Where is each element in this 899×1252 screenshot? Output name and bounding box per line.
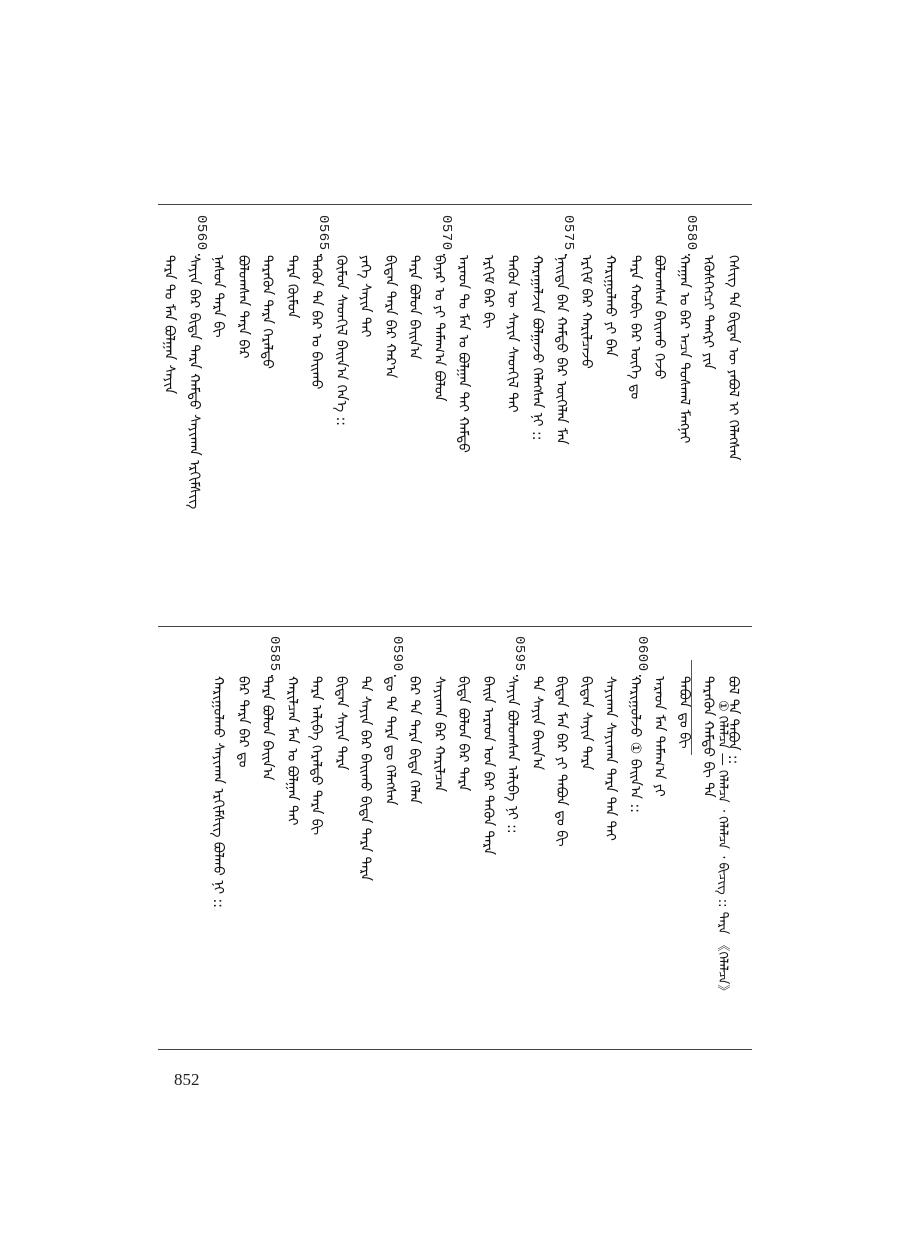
text-line (308, 636, 334, 946)
top-lines (161, 215, 750, 525)
line-number: 0585. (266, 636, 283, 681)
line-number: 0570. (438, 215, 454, 260)
line-text: ᠨᠠᠰᠤᠨ ᠲᠡᠷᠡ ᠪᠢ (210, 255, 227, 338)
line-text: ᠨᠡᠢᠲᠡ ᠪᠡᠨ ᠬᠠᠮᠲᠤ ᠪᠠᠷ ᠦᠭᠡᠯᠡᠨ ᠮᠠᠨ (553, 255, 570, 445)
line-text: ᠰᠠᠶᠢᠬᠠᠨ ᠰᠠᠶᠢᠬᠠᠨ ᠲᠡᠷᠡ ᠲᠠᠨ ᠲᠡᠢ (602, 676, 619, 841)
line-text: ᠪᠣᠯᠤᠭᠰᠠᠨ ᠪᠠᠢᠬᠤ ᠭᠡᠵᠦ (651, 255, 668, 380)
line-text: ᠲᠠᠪᠤᠨ ᠳᠤ ᠪᠢ (676, 676, 692, 749)
text-line (284, 636, 309, 946)
text-line (676, 636, 701, 946)
line-number: 0600. (634, 636, 650, 681)
text-line (235, 215, 260, 525)
text-line (431, 215, 456, 525)
text-line (578, 215, 603, 525)
text-line (455, 215, 481, 525)
line-number: 0565. (315, 215, 332, 260)
text-line (480, 215, 505, 525)
text-line (725, 215, 750, 525)
line-text: ᠬᠠᠷᠢᠭᠤᠯᠬᠤ ᠰᠠᠶᠢᠬᠠᠨ ᠡᠷᠬᠢᠮᠰᠢᠭ ᠪᠣᠯᠬᠤ ᠨᠢ :: (210, 676, 227, 908)
line-text: ᠪᠢᠳᠡ ᠪᠣᠯᠤᠨ ᠪᠠᠷ ᠲᠡᠷᠡ (455, 676, 472, 792)
text-line (308, 215, 334, 525)
text-line (284, 215, 309, 525)
footnote-rule (691, 660, 692, 755)
text-line (529, 636, 554, 946)
text-line (529, 215, 554, 525)
line-text: ᠰᠠᠶᠢᠨ ᠪᠣᠯᠤᠭᠰᠠᠨ ᠠᠯᠢᠪᠠ ᠨᠢ :: (504, 676, 521, 834)
text-line (333, 636, 358, 946)
line-text: ᠬᠠᠷᠢᠯᠴᠠᠨ ᠮᠠᠨ ᠤ ᠪᠣᠯᠭᠠᠨ ᠲᠡᠢ (284, 676, 300, 826)
line-text: ᠲᠡᠷᠡᠭᠦᠨ ᠲᠡᠷᠡ ᠭᠡᠷᠡᠯᠲᠦ (259, 255, 276, 369)
text-line (210, 215, 236, 525)
line-number: 0575. (560, 215, 577, 260)
text-line (186, 215, 211, 525)
text-line (627, 215, 652, 525)
line-text: ᠪᠣᠯ ᠲᠡ ᠲᠠᠪᠤᠨ :: (725, 676, 741, 765)
line-text: ᠲᠡᠷᠡ ᠬᠤᠪᠢ ᠪᠠᠷ ᠦᠭᠡ ᠳᠤ (627, 255, 643, 400)
text-line (357, 215, 383, 525)
line-text: ᠡᠷᠬᠢᠮ ᠪᠡᠷ ᠬᠠᠷᠢᠯᠴᠠᠵᠤ (578, 255, 594, 369)
line-text: ᠡᠷᠬᠢᠮ ᠪᠡᠷ ᠪᠢ (480, 255, 496, 329)
line-number: 0560. (193, 215, 209, 260)
line-text: ᠪᠠᠢᠨ ᠠᠷᠠᠳ ᠤᠨ ᠪᠡᠷ ᠲᠡᠭᠦᠨ ᠲᠡᠷᠡ (480, 676, 496, 855)
line-text: ᠪᠠᠷ ᠲᠡᠷᠡ ᠪᠠᠷ ᠳᠤ (235, 676, 251, 768)
line-text: ᠳᠤ ᠲᠡ ᠲᠡᠷᠡ ᠳᠤ ᠬᠡᠯᠡᠭᠰᠡᠨ (382, 676, 398, 806)
text-line (357, 636, 383, 946)
text-line (553, 215, 579, 525)
line-text: ᠲᠡᠷᠡ ᠠᠯᠢᠪᠠ ᠭᠡᠷᠡᠯᠲᠦ ᠲᠡᠷᠡ ᠪᠢ (308, 676, 325, 836)
line-text: ᠲᠡᠭᠦᠨ ᠲᠡ ᠪᠠᠷ ᠤ ᠪᠠᠢᠬᠤ (308, 255, 325, 390)
line-text: ᠪᠢᠳᠡᠨ ᠰᠠᠶᠢᠨ ᠲᠡᠷᠡ (578, 676, 594, 771)
text-line (235, 636, 260, 946)
text-line (553, 636, 579, 946)
line-text: ᠬᠠᠭᠠᠨ ᠤ ᠪᠠᠷ ᠠᠴᠠ ᠲᠤᠰᠬᠠᠯ ᠮᠠᠩᠨᠠᠢ (676, 255, 692, 444)
text-line (210, 636, 236, 946)
line-number: 0595. (511, 636, 528, 681)
text-line (651, 215, 677, 525)
text-line (504, 636, 530, 946)
line-text: ᠲᠡᠷᠡ ᠲᠤ ᠮᠠᠨ ᠪᠣᠯᠭᠠᠨ ᠰᠠᠶᠢᠨ (161, 255, 178, 395)
footnote: ① ᠬᠡᠯᠡᠯᠴᠡ — ᠬᠡᠯᠡᠯᠴᠡ ᠂ ᠬᠡᠯᠡᠯᠴᠡ ᠂ ᠪᠢᠴᠢᠭ :: ᠲᠡᠷᠡ 《ᠬᠡᠯᠡᠯᠴᠡ》 (715, 700, 730, 998)
text-line (578, 636, 603, 946)
text-line (259, 215, 285, 525)
text-line (455, 636, 481, 946)
line-text: ᠪᠣᠯᠤᠭᠰᠠᠨ ᠲᠡᠷᠡ ᠪᠠᠷ (235, 255, 251, 359)
text-line (382, 215, 407, 525)
line-text: ᠪᠠᠶᠠᠷ ᠤ ᠶᠢ ᠲᠠᠮᠠᠭ᠎ᠠ ᠪᠣᠯᠤᠨ (431, 255, 447, 402)
line-text: ᠬᠡᠰᠢᠭ ᠲᠡ ᠪᠢᠳᠡᠨ ᠦ ᠶᠠᠪᠤᠯ ᠢ ᠬᠡᠯᠡᠭᠰᠡᠨ (725, 255, 741, 461)
line-text: ᠰᠠᠶᠢᠬᠠᠨ ᠪᠡᠷ ᠬᠠᠷᠢᠯᠴᠠᠨ (431, 676, 447, 792)
text-line (333, 215, 358, 525)
text-line (651, 636, 677, 946)
text-line (431, 636, 456, 946)
text-line (602, 215, 628, 525)
line-text: ᠬᠠᠷᠠᠭᠠᠯᠵᠢᠨ ᠪᠣᠯᠭᠠᠵᠤ ᠬᠡᠯᠡᠭᠰᠡᠨ ᠨᠢ :: (529, 255, 545, 441)
text-line (504, 215, 530, 525)
line-text: ᠲᠡᠷᠡᠭᠦᠨ ᠬᠠᠮᠲᠤ ᠪᠢ ᠲᠡ (700, 676, 717, 798)
page-number: 852 (174, 1070, 200, 1089)
bottom-lines (190, 636, 750, 946)
line-text: ᠬᠠᠷᠢᠭᠤᠯᠬᠤ ᠶᠢ ᠪᠡᠨ (602, 255, 619, 357)
line-text: ᠪᠠᠷ ᠲᠡ ᠲᠡᠷᠡ ᠪᠢᠳᠡ ᠬᠡᠯᠡᠨ (406, 676, 423, 804)
line-text: ᠠᠷᠠᠳ ᠲᠤ ᠮᠠᠨ ᠤ ᠪᠣᠯᠭᠠᠨ ᠲᠡᠢ ᠬᠠᠮᠲᠤ (455, 255, 472, 453)
line-text: ᠰᠠᠶᠢᠨ ᠪᠠᠷ ᠪᠢᠳᠡ ᠲᠡᠷᠡ ᠬᠠᠮᠲᠤ ᠰᠠᠶᠢᠬᠠᠨ ᠡᠷᠬᠢᠮᠰᠢᠭ (186, 255, 202, 510)
top-rule (158, 204, 752, 205)
text-line (602, 636, 628, 946)
line-text: ᠲᠡᠷᠡ ᠬᠦᠮᠦᠨ (284, 255, 300, 319)
text-line (480, 636, 505, 946)
line-text: ᠶᠡᠬᠡ ᠰᠠᠶᠢᠨ ᠲᠡᠢ (357, 255, 374, 338)
text-line (406, 215, 432, 525)
text-line (676, 215, 701, 525)
line-number: 0580. (683, 215, 699, 260)
text-line (406, 636, 432, 946)
line-text: ᠬᠦᠮᠦᠨ ᠰᠡᠳᠬᠢᠯ ᠪᠠᠢᠨ᠎ᠠ ᠭᠡᠨ᠎ᠡ :: (333, 255, 349, 426)
line-text: ᠬᠠᠷᠢᠭᠤᠯᠵᠤ ① ᠪᠠᠢᠨ᠎ᠠ :: (627, 676, 643, 813)
line-text: ᠪᠢᠳᠡᠨ ᠰᠠᠶᠢᠨ ᠲᠡᠷᠡ (333, 676, 349, 771)
text-line (700, 215, 726, 525)
text-line (259, 636, 285, 946)
text-line (161, 215, 187, 525)
line-text: ᠲᠡᠷᠡ ᠪᠣᠯᠤᠨ ᠪᠠᠢᠨ᠎ᠠ (406, 255, 423, 360)
line-number: 0590. (389, 636, 405, 681)
line-text: ᠠᠷᠠᠳ ᠮᠠᠨ ᠲᠠᠮᠠᠭ᠎ᠠ ᠶᠢ (651, 676, 668, 797)
line-text: ᠲᠡᠭᠦᠨ ᠦ ᠰᠠᠶᠢᠨ ᠰᠡᠳᠬᠢᠯ ᠲᠡᠢ (504, 255, 521, 413)
line-text: ᠲᠡᠷᠡ ᠪᠣᠯᠤᠨ ᠪᠠᠢᠨ᠎ᠠ (259, 676, 276, 781)
line-text: ᠲᠡ ᠰᠠᠶᠢᠨ ᠪᠠᠢᠨ᠎ᠠ (529, 676, 545, 771)
line-text: ᠪᠢᠳᠡᠨ ᠮᠠᠨ ᠪᠠᠷ ᠶᠢ ᠲᠠᠪᠤᠨ ᠳᠤ ᠪᠢ (553, 676, 570, 847)
line-text: ᠡᠭᠦᠰᠬᠡᠭᠴᠢ ᠲᠡᠩᠷᠢ ᠶᠢᠨ (700, 255, 717, 370)
text-line (627, 636, 652, 946)
line-text: ᠲᠡ ᠰᠠᠶᠢᠨ ᠪᠡᠷ ᠪᠠᠢᠬᠤ ᠪᠢᠳᠡ ᠲᠡᠷᠡ ᠲᠡᠷᠡ (357, 676, 374, 881)
text-line (382, 636, 407, 946)
line-text: ᠪᠢᠳᠡᠨ ᠲᠡᠷᠡ ᠪᠠᠷ ᠬᠠᠷ᠎ᠠ (382, 255, 398, 379)
